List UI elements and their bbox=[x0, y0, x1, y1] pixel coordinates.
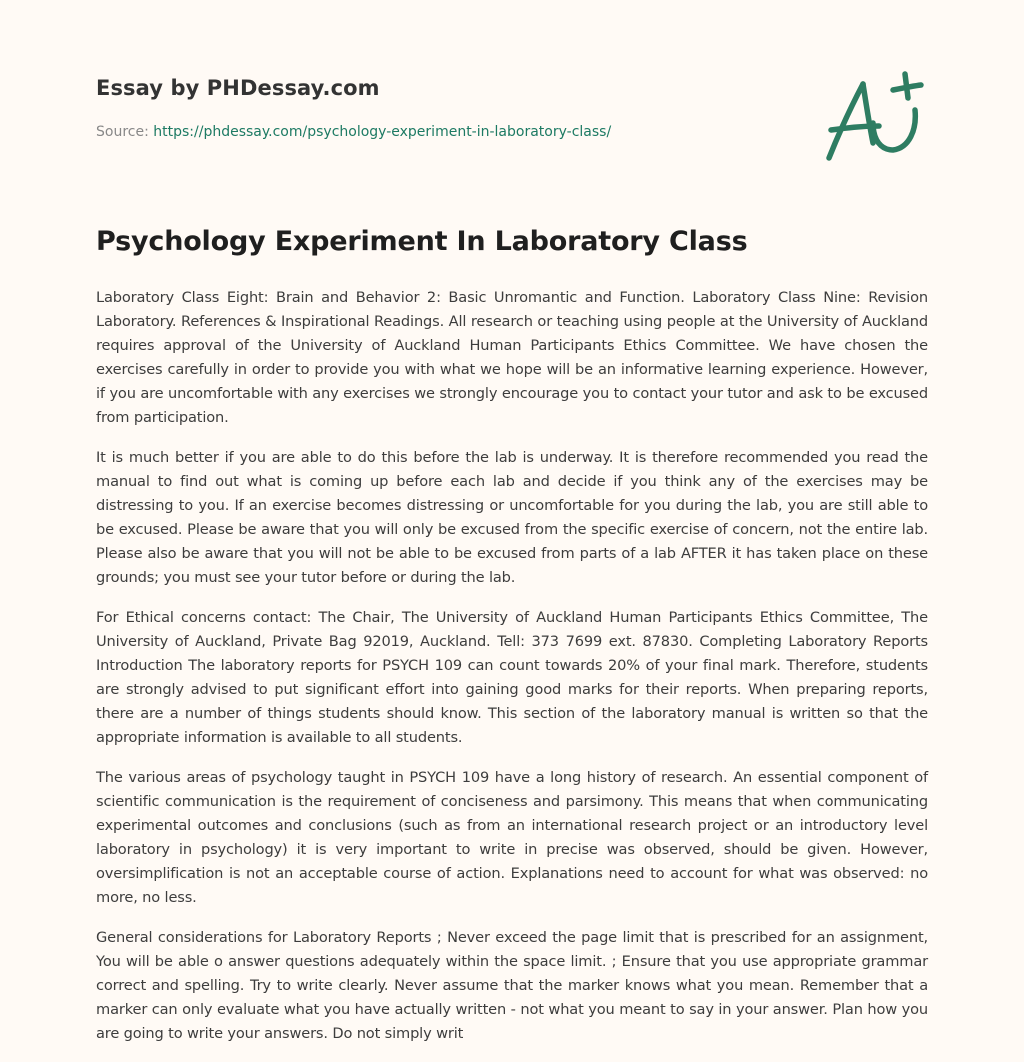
a-plus-grade-icon bbox=[821, 68, 926, 168]
essay-paragraph: For Ethical concerns contact: The Chair, The University of Auckland Human Participants Ethics Committee, The University of Auckland, Private Bag 92019, Auckland. Tell: 373 7699 ext. 87830. Completing Laboratory Reports Introduction The laboratory reports for PSYCH 109 can count towards 20% of your final mark. Therefore, students are strongly advised to put significant effort into gaining good marks for their reports. When preparing reports, there are a number of things students should know. This section of the laboratory manual is written so that the appropriate information is available to all students. bbox=[96, 609, 928, 746]
essay-paragraph: It is much better if you are able to do this before the lab is underway. It is therefore recommended you read the manual to find out what is coming up before each lab and decide if you think any of the exercises may be distressing to you. If an exercise becomes distressing or uncomfortable for you during the lab, you are still able to be excused. Please be aware that you will only be excused from the specific exercise of concern, not the entire lab. Please also be aware that you will not be able to be excused from parts of a lab AFTER it has taken place on these grounds; you must see your tutor before or during the lab. bbox=[96, 449, 928, 586]
essay-paragraph: General considerations for Laboratory Reports ; Never exceed the page limit that is prescribed for an assignment, You will be able o answer questions adequately within the space limit. ; Ensure that you use appropriate grammar correct and spelling. Try to write clearly. Never assume that the marker knows what you mean. Remember that a marker can only evaluate what you have actually written - not what you meant to say in your answer. Plan how you are going to write your answers. Do not simply writ bbox=[96, 929, 928, 1042]
essay-title: Psychology Experiment In Laboratory Class bbox=[96, 226, 748, 257]
source-line bbox=[96, 124, 611, 140]
essay-paragraph: Laboratory Class Eight: Brain and Behavior 2: Basic Unromantic and Function. Laboratory Class Nine: Revision Laboratory. References & Inspirational Readings. All research or teaching using people at the University of Auckland requires approval of the University of Auckland Human Participants Ethics Committee. We have chosen the exercises carefully in order to provide you with what we hope will be an informative learning experience. However, if you are uncomfortable with any exercises we strongly encourage you to contact your tutor and ask to be excused from participation. bbox=[96, 289, 928, 426]
source-link[interactable]: https://phdessay.com/psychology-experiment-in-laboratory-class/ bbox=[153, 124, 612, 140]
essay-paragraph: The various areas of psychology taught in PSYCH 109 have a long history of research. An essential component of scientific communication is the requirement of conciseness and parsimony. This means that when communicating experimental outcomes and conclusions (such as from an international research project or an introductory level laboratory in psychology) it is very important to write in precise was observed, should be given. However, oversimplification is not an acceptable course of action. Explanations need to account for what was observed: no more, no less. bbox=[96, 769, 928, 906]
brand-heading: Essay by PHDessay.com bbox=[96, 76, 380, 100]
source-label: Source: bbox=[96, 124, 154, 140]
essay-body bbox=[96, 286, 928, 1062]
